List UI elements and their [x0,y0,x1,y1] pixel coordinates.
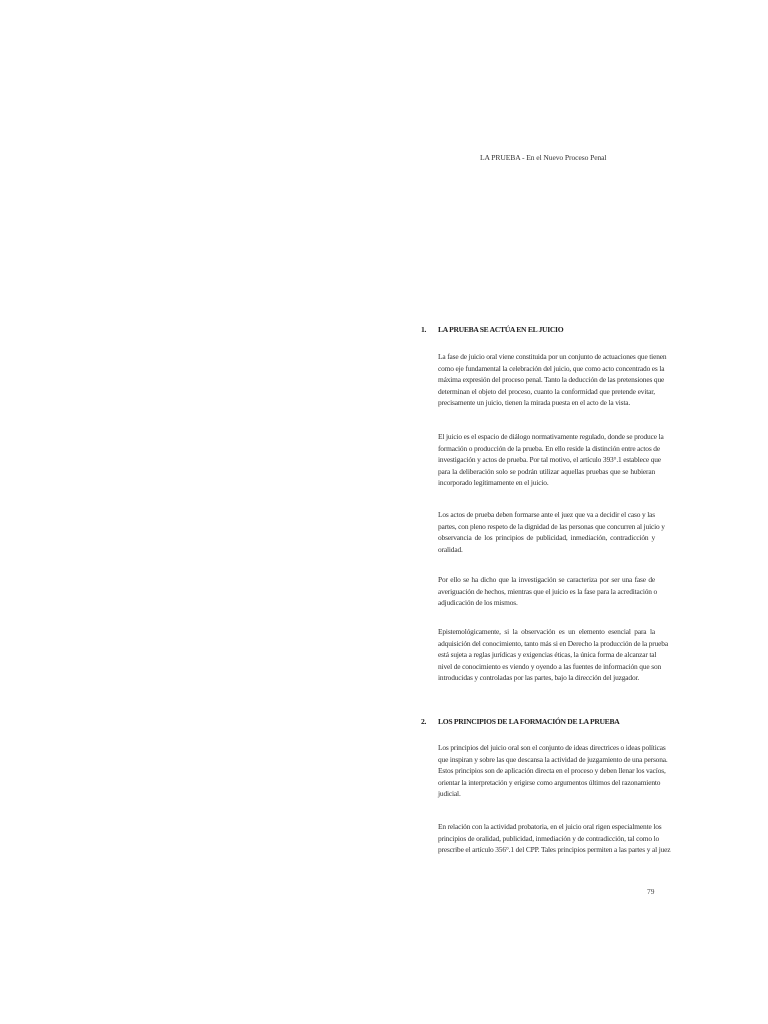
text-line: como eje fundamental la celebración del juicio, que como acto concentrado es la [438,363,665,373]
paragraph [438,509,665,555]
paragraph [438,574,658,609]
section-number: 1. [421,325,427,334]
text-line: Los principios del juicio oral son el conjunto de ideas directrices o ideas políticas [438,743,666,752]
text-line: Por ello se ha dicho que la investigación se caracteriza por ser una fase de [438,575,655,584]
text-line: está sujeta a reglas jurídicas y exigencias éticas, la única forma de alcanzar tal [438,650,657,660]
paragraph [438,351,667,409]
text-line: máxima expresión del proceso penal. Tanto la deducción de las pretensiones que [438,375,665,385]
text-line: formación o producción de la prueba. En ello reside la distinción entre actos de [438,443,660,453]
running-header: LA PRUEBA - En el Nuevo Proceso Penal [480,153,607,162]
text-line: oralidad. [438,544,463,554]
text-line: incorporado legítimamente en el juicio. [438,478,549,488]
text-line: judicial. [438,789,461,799]
text-line: El juicio es el espacio de diálogo normativamente regulado, donde se produce la [438,432,664,441]
text-line: orientar la interpretación y erigirse como argumentos últimos del razonamiento [438,777,661,787]
text-line: precisamente un juicio, tienen la mirada puesta en el acto de la vista. [438,398,631,408]
text-line: investigación y actos de prueba. Por tal motivo, el artículo 393°.1 establece que [438,455,661,465]
section-heading-2 [421,717,619,726]
section-title: LOS PRINCIPIOS DE LA FORMACIÓN DE LA PRUEBA [438,717,620,726]
text-line: que inspiran y sobre las que descansa la actividad de juzgamiento de una persona. [438,754,668,764]
text-line: averiguación de hechos, mientras que el juicio es la fase para la acreditación o [438,586,658,596]
text-line: observancia de los principios de publicidad, inmediación, contradicción y [438,533,655,543]
text-line: introducidas y controladas por las partes, bajo la dirección del juzgador. [438,673,640,683]
section-title: LA PRUEBA SE ACTÚA EN EL JUICIO [438,325,564,334]
section-heading-1 [421,325,563,334]
paragraph [438,742,668,800]
text-line: adquisición del conocimiento, tanto más si en Derecho la producción de la prueba [438,638,668,648]
text-line: Los actos de prueba deben formarse ante el juez que va a decidir el caso y las [438,510,655,519]
text-line: para la deliberación solo se podrán utilizar aquellas pruebas que se hubieran [438,466,655,476]
text-line: La fase de juicio oral viene constituida por un conjunto de actuaciones que tienen [438,352,667,361]
section-number: 2. [421,717,427,726]
text-line: Estos principios son de aplicación directa en el proceso y deben llenar los vacíos, [438,766,666,776]
text-line: principios de oralidad, publicidad, inmediación y de contradicción, tal como lo [438,833,660,843]
text-line: determinan el objeto del proceso, cuanto la conformidad que pretende evitar, [438,386,655,396]
text-line: adjudicación de los mismos. [438,598,518,608]
text-line: prescribe el artículo 356°.1 del CPP. Tales principios permiten a las partes y al juez [438,845,671,855]
text-line: partes, con pleno respeto de la dignidad de las personas que concurren al juicio y [438,521,665,531]
paragraph [438,626,668,684]
paragraph [438,431,664,489]
text-line: En relación con la actividad probatoria, en el juicio oral rigen especialmente los [438,822,662,831]
page-number: 79 [647,887,655,896]
text-line: nivel de conocimiento es viendo y oyendo a las fuentes de información que son [438,661,662,671]
paragraph [438,821,671,856]
text-line: Epistemológicamente, si la observación es un elemento esencial para la [438,627,655,636]
